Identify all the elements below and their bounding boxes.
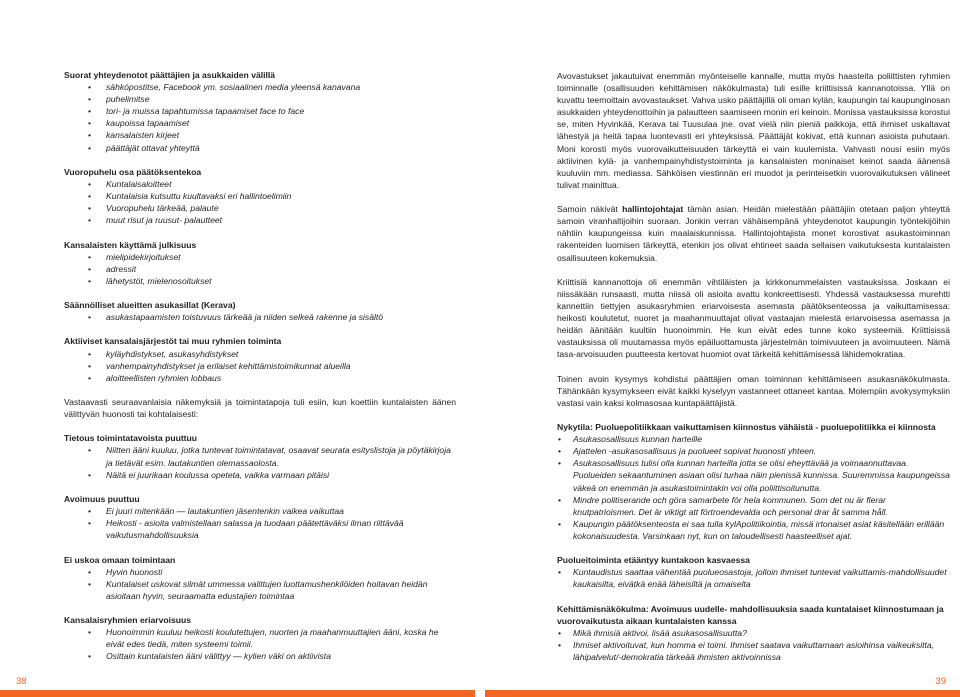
list-item: • kyläyhdistykset, asukasyhdistykset [64, 348, 456, 360]
block-development [557, 603, 950, 663]
list-item: • adressit [64, 263, 456, 275]
list-item: • Kuntalaisaloitteet [64, 178, 456, 190]
list-item: • Niitten ääni kuuluu, jotka tuntevat toimintatavat, osaavat seurata esityslistoja ja pöytäkirjoja ja tietävät esim. lautakuntien olemassaolosta. [64, 444, 456, 468]
section-heading: Tietous toimintatavoista puuttuu [64, 433, 198, 444]
body-paragraph: Avovastukset jakautuivat enemmän myönteiselle kannalle, mutta myös haasteita poliittisten ryhmien toiminnalle (osallisuuden kehittämisen näkökulmasta) tuli esille kriittisissä kannanotoissa. Yllä on kuvattu teemoittain avovastaukset. Vahva usko päättäjillä oli oman kylän, kaupungin tai kaupunginosan asukkaiden yhteydenottoihin ja palautteen saamiseen monin eri keinoin. Monissa vastauksissa korostui se, miten Hyvinkää, Kerava tai Tuusulaa jne. ovat vielä niin pieniä paikkoja, että ihmiset uskaltavat lähestyä ja heitä tapaa luontevasti eri yhteyksissä. Päättäjät kokivat, että kunnan asioista puhutaan. Moni korosti myös vuorovaikutteisuuden tärkeyttä ei vain kuulemista. Vahvasti nousi esiin myös aktiivinen kylä- ja vanhempainyhdistystoiminta ja kansalaisten moninaiset keinot saada äänensä kuuluviin mm. mediassa. Sähköisen viestinnän eri muodot ja perinteisetkin vuorovaikutuksen välineet tulivat mainittua. [557, 71, 950, 190]
list-item: • vanhempainyhdistykset ja erilaiset kehittämistoimikunnat alueilla [64, 360, 456, 372]
footer-bar [485, 690, 960, 697]
list-item: • Osittain kuntalaisten ääni välittyy — kylien väki on aktiivista [64, 650, 456, 662]
list-item: • Ei juuri mitenkään — lautakuntien jäsentenkin vaikea vaikuttaa [64, 505, 456, 517]
list-item: • Ihmiset aktivoituvat, kun homma ei toimi. Ihmiset saatava vaikuttamaan asioihinsa vaikeuksitta, lähipalvelut/-demokratia tärkeää ihmisten aktivoinnissa [557, 639, 950, 663]
section-heading: Puolueitoiminta etääntyy kuntakoon kasvaessa [557, 555, 750, 566]
list-item: • lähetystöt, mielenosoitukset [64, 275, 456, 287]
section-no-belief [64, 554, 456, 602]
list-item: • sähköpostitse, Facebook ym. sosiaalinen media yleensä kanavana [64, 81, 456, 93]
section-direct-contacts [64, 69, 456, 154]
page-number: 38 [16, 676, 27, 687]
section-heading: Aktiiviset kansalaisjärjestöt tai muu ryhmien toiminta [64, 336, 282, 347]
section-knowledge-lacking [64, 432, 456, 480]
bullet-list [64, 311, 456, 323]
bullet-list [64, 178, 456, 226]
right-column [557, 70, 950, 663]
list-item: • Kuntalaisia kutsuttu kuultavaksi eri hallintoelimiin [64, 190, 456, 202]
bullet-list [64, 444, 456, 480]
list-item: • Mikä ihmisiä aktivoi, lisää asukasosallisuutta? [557, 627, 950, 639]
bullet-list [557, 566, 950, 590]
bullet-list [64, 566, 456, 602]
section-publicity [64, 239, 456, 287]
section-dialogue [64, 166, 456, 226]
section-heading: Kehittämisnäkökulma: Avoimuus uudelle- mahdollisuuksia saada kuntalaiset kiinnostumaan ja vuorovaikutusta aikaan kuntalaisten kanssa [557, 603, 944, 626]
list-item: • asukastapaamisten toistuvuus tärkeää ja niiden selkeä rakenne ja sisältö [64, 311, 456, 323]
footer-bar [0, 690, 475, 697]
list-item: • tori- ja muissa tapahtumissa tapaamiset face to face [64, 105, 456, 117]
list-item: • aloitteellisten ryhmien lobbaus [64, 372, 456, 384]
page-number: 39 [935, 676, 946, 687]
body-paragraph: Toinen avoin kysymys kohdistui päättäjien oman toiminnan kehittämiseen asukasnäkökulmasta. Tähänkään kysymykseen eivät kaikki kyselyyn vastanneet ottaneet kantaa. Molempiin avokysymyksiin vastasi vain kaksi kolmasosaa kuntapäättäjistä. [557, 373, 950, 408]
section-heading: Säännölliset alueitten asukasillat (Kerava) [64, 300, 236, 311]
paragraph-text: tämän asian. Heidän mielestään päättäjiin otetaan paljon yhteyttä samoin viranhaltijoihin suoraan. Jonkin verran vähäisempänä yhteydenotot kaupungin työntekijöihin nähtiin kaupungeissa kuin maalaiskunnissa. Hallintojohtajista monet korostivat asukastoiminnan rakenteiden luomisen tärkeyttä, etenkin jos olivat ehtineet saada sellaisen vaikutuksesta kuntalaisten osallisuuteen kokemuksia. [557, 204, 950, 263]
list-item: • Näitä ei juurikaan koulussa opeteta, vaikka varmaan pitäisi [64, 469, 456, 481]
section-heading: Vuoropuhelu osa päätöksentekoa [64, 166, 202, 177]
paragraph-text: Samoin näkivät [557, 204, 623, 215]
section-inequality [64, 614, 456, 662]
list-item: • muut risut ja ruusut- palautteet [64, 214, 456, 226]
left-column [64, 69, 456, 662]
section-heading: Avoimuus puuttuu [64, 493, 140, 504]
bullet-list [64, 81, 456, 154]
body-paragraph [557, 203, 950, 263]
list-item: • mielipidekirjoitukset [64, 251, 456, 263]
bullet-list [64, 626, 456, 662]
section-heading: Kansalaisten käyttämä julkisuus [64, 239, 197, 250]
list-item: • päättäjät ottavat yhteyttä [64, 142, 456, 154]
section-heading: Suorat yhteydenotot päättäjien ja asukkaiden välillä [64, 70, 276, 80]
list-item: • Kuntaudistus saattaa vähentää puolueosastoja, jolloin ihmiset tuntevat vaikuttamis-mahdollisuudet kaukaisilta, eivätkä enää läheisiltä ja omaiselta [557, 566, 950, 590]
list-item: • kaupoissa tapaamiset [64, 117, 456, 129]
section-heading: Kansalaisryhmien eriarvoisuus [64, 615, 192, 626]
list-item: • Heikosti - asioita valmistellaan salassa ja tuodaan päätettäväksi ilman riittävää vaikutusmahdollisuuksia [64, 517, 456, 541]
section-heading: Nykytila: Puoluepolitiikkaan vaikuttamisen kiinnostus vähäistä - puoluepolitiikka ei kiinnosta [557, 422, 936, 433]
list-item: • puhelimitse [64, 93, 456, 105]
list-item: • kansalaisten kirjeet [64, 129, 456, 141]
list-item: • Kaupungin päätöksenteosta ei saa tulla kylApolitiikointia, missä irtonaiset asiat käsitellään erillään kokonaisuudesta. Varsinkaan nyt, kun on taloudellisesti haasteelliset ajat. [557, 518, 950, 542]
bullet-list [64, 251, 456, 287]
list-item: • Huonoimmin kuuluu heikosti koulutettujen, nuorten ja maahanmuuttajien ääni, koska he eivät edes tiedä, miten systeemi toimii. [64, 626, 456, 650]
list-item: • Asukasosallisuus tulisi olla kunnan harteilla jotta se olisi eheyttävää ja voimaannuttavaa. Puolueiden sekaantuminen asiaan olisi turhaa näin pienissä kunnissa. Suuremmissa kaupungeissa väkeä on enemmän ja asukastoimintakin voi olla poliittisoitunutta. [557, 457, 950, 493]
list-item: • Hyvin huonosti [64, 566, 456, 578]
intro-paragraph: Vastaavasti seuraavanlaisia näkemyksiä ja toimintatapoja tuli esiin, kun koettiin kuntalaisten äänen välittyvän huonosti tai kohtalaisesti: [64, 397, 456, 420]
list-item: • Asukasosallisuus kunnan harteille [557, 433, 950, 445]
bullet-list [64, 348, 456, 384]
bullet-list [557, 433, 950, 542]
section-resident-evenings [64, 299, 456, 323]
body-paragraph: Kriittisiä kannanottoja oli enemmän vihtiläisten ja kirkkonummelaisten vastauksissa. Joskaan ei niissäkään runsaasti, mutta niissä oli asioita avattu konkreettisesti. Yhdessä vastauksessa murehtti kannettiin tiettyjen asukasryhmien eriarvoisesta asemasta päätöksenteossa ja vaikuttamisessa: heikosti koulutetut, nuoret ja maahanmuuttajat olivat vastaajan mielestä eriarvoisessa asemassa ja heidän äänitään kuultiin huonoimmin. He kun eivät edes tunne koko systeemiä. Kriittisissä vastauksissa oli muutamassa myös epäiluottamusta järjestelmän toimivuuteen ja avoimuuteen. Nämä tasa-arvoisuuden puutteesta kertovat huomiot ovat tärkeitä kehittämisessä lähidemokratiaa. [557, 276, 950, 360]
bullet-list [64, 505, 456, 541]
list-item: • Ajattelen -asukasosallisuus ja puolueet sopivat huonosti yhteen. [557, 445, 950, 457]
block-party-distance [557, 554, 950, 590]
section-openness-lacking [64, 493, 456, 541]
section-active-organizations [64, 335, 456, 383]
list-item: • Kuntalaiset uskovat silmät ummessa valittujen luottamushenkilöiden hoitavan heidän asioitaan hyvin, seuraamatta edustajien toimintaa [64, 578, 456, 602]
emphasis-text: hallintojohtajat [622, 204, 684, 215]
bullet-list [557, 627, 950, 663]
list-item: • Vuoropuhelu tärkeää, palaute [64, 202, 456, 214]
block-current-state [557, 421, 950, 542]
right-page [480, 0, 960, 697]
list-item: • Mindre politiserande och göra samarbete för hela kommunen. Som det nu är flerar knutpatrioismen. Det är viktigt att förtroendevalda och personal drar åt samma håll. [557, 494, 950, 518]
section-heading: Ei uskoa omaan toimintaan [64, 554, 176, 565]
